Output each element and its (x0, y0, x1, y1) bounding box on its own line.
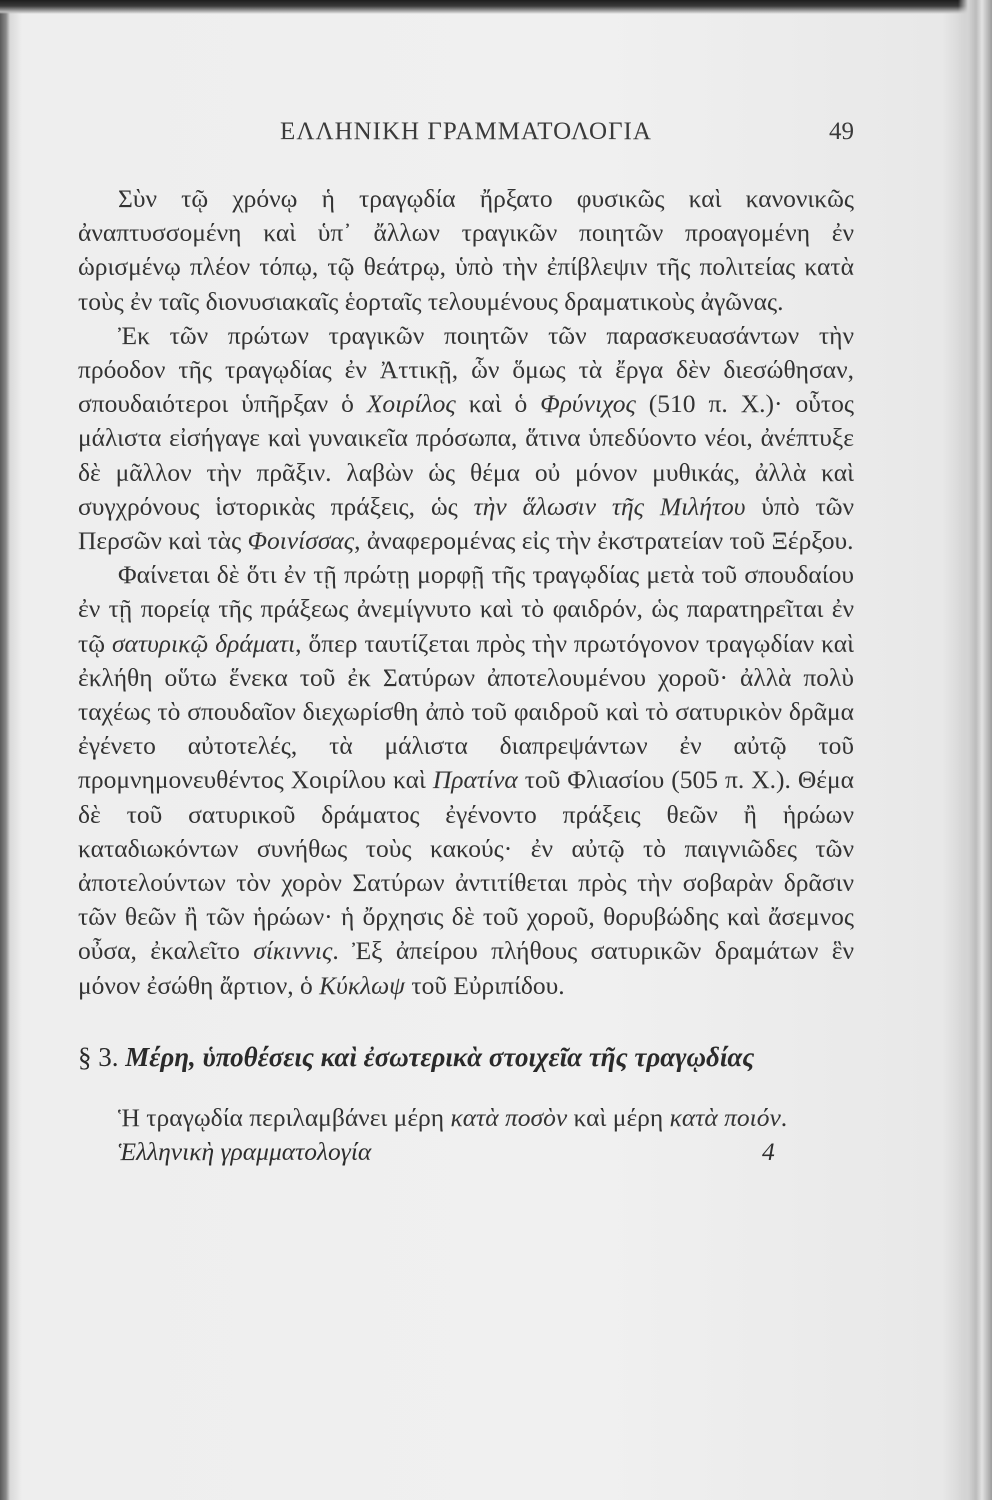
italic-name: Χοιρίλος (366, 389, 456, 419)
italic-name: Πρατίνα (432, 765, 518, 795)
scan-right-edge (958, 0, 992, 1500)
italic-term: σίκιννις (253, 936, 333, 966)
text-segment: τοῦ Εὐριπίδου. (404, 970, 565, 1000)
text-segment: καὶ μέρη (567, 1102, 670, 1132)
page-footer (78, 1137, 854, 1171)
italic-name: Φρύνιχος (540, 389, 636, 419)
section-mark: § 3. (78, 1041, 119, 1072)
text-segment: . (780, 1102, 788, 1132)
text-segment: , ὅπερ ταυτίζεται πρὸς τὴν πρωτόγονον τραγῳδίαν καὶ ἐκλήθη οὕτω ἕνεκα τοῦ ἐκ Σατύρων ἀποτελουμένου χοροῦ· ἀλλὰ πολὺ ταχέως τὸ σπουδαῖον διεχωρίσθη ἀπὸ τοῦ φαιδροῦ καὶ τὸ σατυρικὸν δρᾶμα ἐγένετο αὐτοτελές, τὰ μάλιστα διαπρεψάντων ἐν αὐτῷ τοῦ προμνημονευθέντος Χοιρίλου καὶ (78, 628, 854, 795)
footer-title: Ἑλληνικὴ γραμματολογία (118, 1137, 372, 1167)
text-segment: Φαίνεται δὲ ὅτι ἐν τῇ πρώτῃ μορφῇ τῆς τραγῳδίας μετὰ τοῦ σπουδαίου ἐν τῇ πορείᾳ τῆς πράξεως ἀνεμίγνυτο καὶ τὸ φαιδρόν, ὡς παρατηρεῖται ἐν τῷ (78, 560, 854, 658)
body-text (78, 182, 854, 1003)
section-paragraph (78, 1101, 854, 1135)
text-segment: Σὺν τῷ χρόνῳ ἡ τραγῳδία ἤρξατο φυσικῶς καὶ κανονικῶς ἀναπτυσσομένη καὶ ὑπ᾿ ἄλλων τραγικῶν ποιητῶν προαγομένη ἐν ὡρισμένῳ πλέον τόπῳ, τῷ θεάτρῳ, ὑπὸ τὴν ἐπίβλεψιν τῆς πολιτείας κατὰ τοὺς ἐν ταῖς διονυσιακαῖς ἑορταῖς τελουμένους δραματικοὺς ἀγῶνας. (78, 184, 854, 316)
italic-title: Φοινίσσας (247, 526, 355, 556)
italic-term: κατὰ ποσὸν (450, 1102, 568, 1132)
running-title: ΕΛΛΗΝΙΚΗ ΓΡΑΜΜΑΤΟΛΟΓΙΑ (280, 118, 652, 145)
page-content (78, 112, 854, 1171)
page-number: 49 (829, 118, 854, 145)
text-segment: , ἀναφερομένας εἰς τὴν ἐκστρατείαν τοῦ Ξέρξου. (354, 526, 854, 556)
paragraph-1 (78, 182, 854, 319)
paragraph-3 (78, 558, 854, 1003)
italic-title: τὴν ἅλωσιν τῆς Μιλήτου (473, 491, 746, 521)
section-heading (78, 1039, 854, 1075)
section-title: Μέρη, ὑποθέσεις καὶ ἐσωτερικὰ στοιχεῖα τῆς τραγῳδίας (125, 1041, 755, 1072)
text-segment: (510 π. Χ.)· οὗτος μάλιστα εἰσήγαγε καὶ γυναικεῖα πρόσωπα, ἅτινα ὑπεδύοντο νέοι, ἀνέπτυξε δὲ μᾶλλον τὴν πρᾶξιν. λαβὼν ὡς θέμα οὐ μόνον μυθικάς, ἀλλὰ καὶ συγχρόνους ἱστορικὰς πράξεις, ὡς (78, 389, 854, 521)
text-segment: Ἡ τραγῳδία περιλαμβάνει μέρη (118, 1102, 451, 1132)
text-segment: . Ἐξ ἀπείρου πλήθους σατυρικῶν δραμάτων ἓν μόνον ἐσώθη ἄρτιον, ὁ (78, 936, 855, 1000)
italic-term: σατυρικῷ δράματι (111, 628, 296, 658)
text-segment: τοῦ Φλιασίου (505 π. Χ.). Θέμα δὲ τοῦ σατυρικοῦ δράματος ἐγένοντο πράξεις θεῶν ἢ ἡρώων καταδιωκόντων συνήθως τοὺς κακούς· ἐν αὐτῷ τὸ παιγνιῶδες τῶν ἀποτελούντων τὸν χορὸν Σατύρων ἀντιτίθεται πρὸς τὴν σοβαρὰν δρᾶσιν τῶν θεῶν ἢ τῶν ἡρώων· ἡ ὄρχησις δὲ τοῦ χοροῦ, θορυβώδης καὶ ἄσεμνος οὖσα, ἐκαλεῖτο (78, 765, 854, 966)
text-segment: Ἐκ τῶν πρώτων τραγικῶν ποιητῶν τῶν παρασκευασάντων τὴν πρόοδον τῆς τραγῳδίας ἐν Ἀττικῇ, ὧν ὅμως τὰ ἔργα δὲν διεσώθησαν, σπουδαιότεροι ὑπῆρξαν ὁ (78, 320, 854, 419)
italic-term: κατὰ ποιόν (669, 1102, 781, 1132)
scan-top-edge (0, 0, 992, 14)
text-segment: καὶ ὁ (455, 389, 541, 419)
paragraph-2 (78, 319, 854, 558)
signature-mark: 4 (762, 1137, 775, 1167)
running-head (78, 112, 854, 152)
italic-title: Κύκλωψ (319, 970, 405, 1000)
text-segment: ὑπὸ τῶν Περσῶν καὶ τὰς (78, 491, 855, 556)
